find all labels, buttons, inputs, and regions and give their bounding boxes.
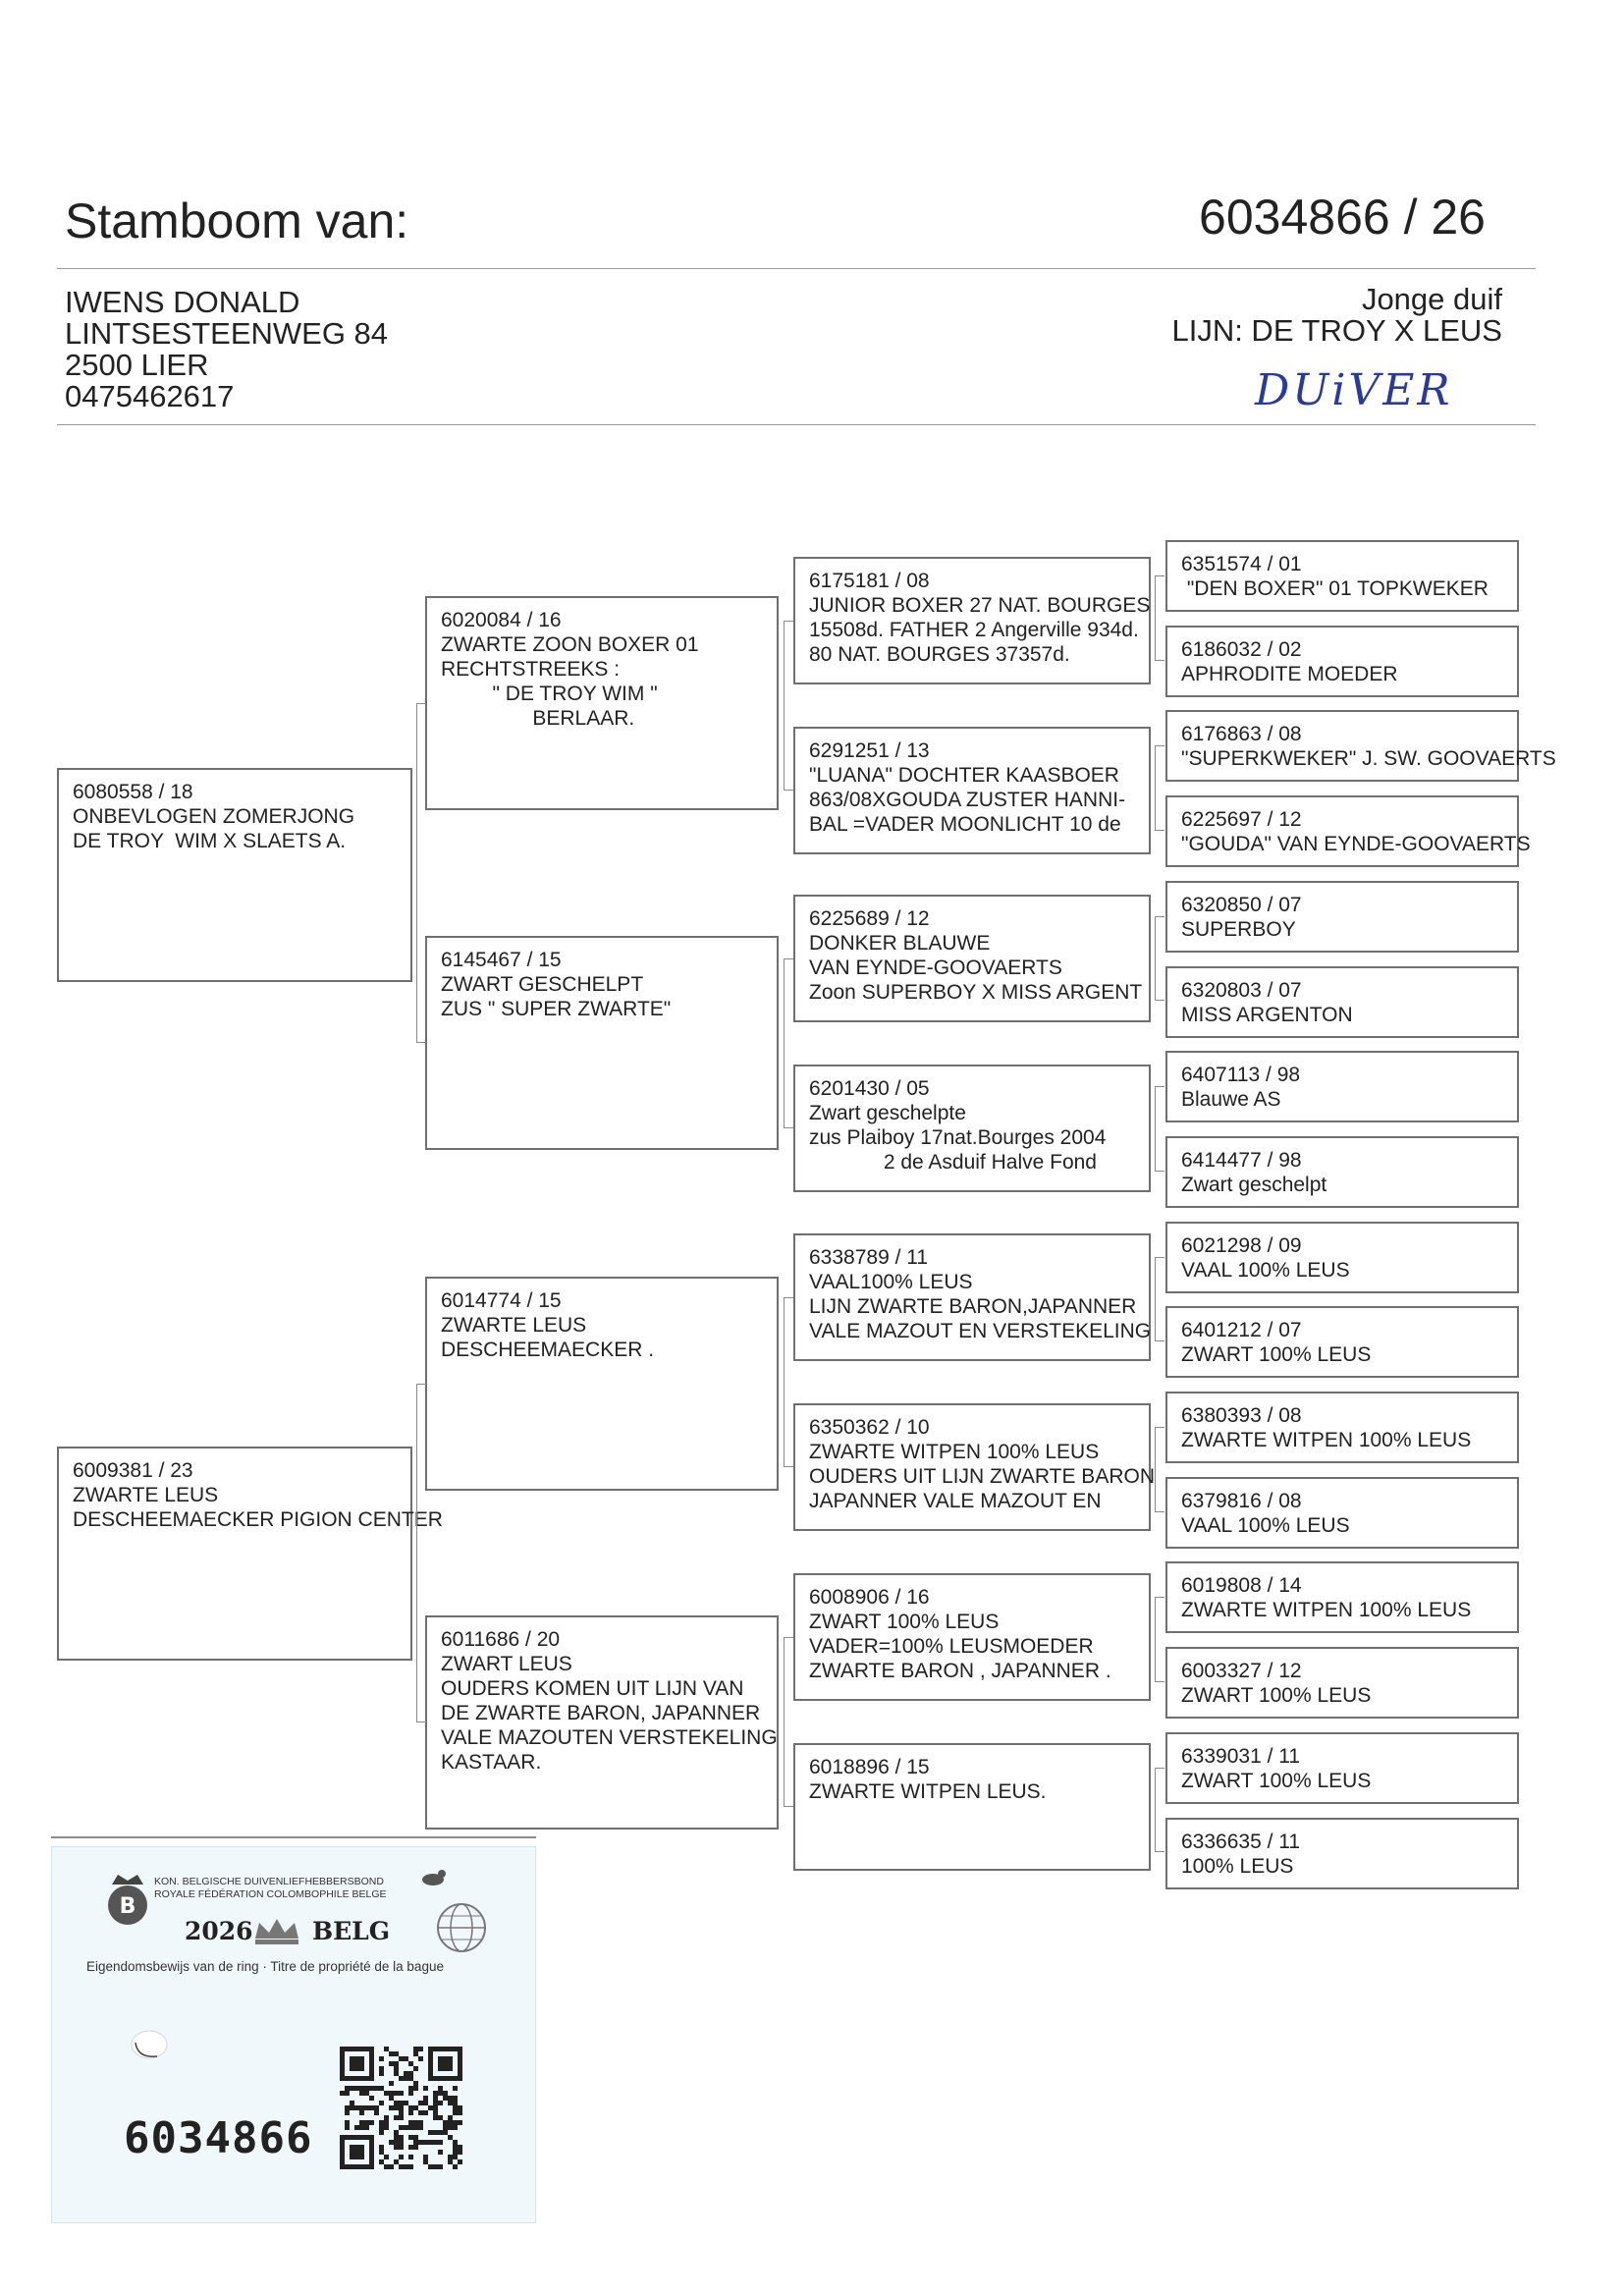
bracket-connector xyxy=(1155,1086,1164,1172)
gen4-box xyxy=(1165,1818,1519,1889)
pedigree-line: 15508d. FATHER 2 Angerville 934d. xyxy=(809,619,1139,641)
pedigree-line: 6339031 / 11 xyxy=(1181,1744,1301,1768)
pedigree-line: ZWART 100% LEUS xyxy=(1181,1684,1372,1708)
pedigree-line: VADER=100% LEUSMOEDER xyxy=(809,1635,1094,1658)
pedigree-line: 6320850 / 07 xyxy=(1181,893,1302,916)
pedigree-line: 6008906 / 16 xyxy=(809,1586,930,1609)
pedigree-line: ZWARTE BARON , JAPANNER . xyxy=(809,1660,1111,1682)
pedigree-line: Blauwe AS xyxy=(1181,1088,1281,1112)
gen4-box xyxy=(1165,881,1519,953)
pedigree-line: DE ZWARTE BARON, JAPANNER xyxy=(441,1702,761,1724)
pedigree-line: OUDERS KOMEN UIT LIJN VAN xyxy=(441,1677,744,1700)
pedigree-line: VALE MAZOUT EN VERSTEKELING xyxy=(809,1320,1152,1342)
bracket-connector xyxy=(784,1637,793,1807)
ring-country: BELG xyxy=(312,1917,391,1945)
pedigree-line: 6225697 / 12 xyxy=(1181,808,1302,832)
gen4-box xyxy=(1165,1647,1519,1719)
pedigree-line: 6176863 / 08 xyxy=(1181,723,1302,746)
gen4-box xyxy=(1165,1477,1519,1549)
pedigree-line: VAAL 100% LEUS xyxy=(1181,1513,1350,1537)
gen4-box xyxy=(1165,1561,1519,1633)
gen4-box xyxy=(1165,1392,1519,1463)
gen4-box xyxy=(1165,966,1519,1038)
sire-sire-box xyxy=(425,596,779,810)
owner-phone: 0475462617 xyxy=(65,379,235,413)
qr-code-icon xyxy=(338,2045,463,2174)
bracket-connector xyxy=(416,703,426,1043)
owner-street: LINTSESTEENWEG 84 xyxy=(65,316,389,351)
bracket-connector xyxy=(784,958,793,1128)
gen3-box xyxy=(793,895,1151,1022)
pedigree-line: 6225689 / 12 xyxy=(809,907,930,930)
pedigree-line: 6186032 / 02 xyxy=(1181,637,1302,661)
pedigree-line: 6351574 / 01 xyxy=(1181,553,1302,575)
pedigree-line: 6018896 / 15 xyxy=(809,1756,930,1778)
gen4-box xyxy=(1165,710,1556,782)
pedigree-line: 6336635 / 11 xyxy=(1181,1830,1301,1853)
dam-box xyxy=(57,1447,443,1661)
gen3-box xyxy=(793,1573,1151,1701)
dam-sire-box xyxy=(425,1277,779,1491)
bracket-connector xyxy=(784,1297,793,1467)
property-text: Eigendomsbewijs van de ring · Titre de propriété de la bague xyxy=(86,1959,444,1974)
pedigree-line: "SUPERKWEKER" J. SW. GOOVAERTS xyxy=(1181,747,1556,771)
pedigree-line: OUDERS UIT LIJN ZWARTE BARON xyxy=(809,1465,1155,1488)
page-title: Stamboom van: xyxy=(65,193,409,248)
pedigree-line: RECHTSTREEKS : xyxy=(441,658,621,681)
bracket-connector xyxy=(1155,1597,1164,1682)
bird-line: LIJN: DE TROY X LEUS xyxy=(1171,313,1502,348)
pedigree-line: 6414477 / 98 xyxy=(1181,1148,1302,1172)
pedigree-line: "LUANA" DOCHTER KAASBOER xyxy=(809,764,1119,787)
crown-emblem-icon xyxy=(249,1913,304,1948)
gen3-box xyxy=(793,1065,1151,1192)
handwritten-note: DUiVER xyxy=(1255,365,1453,415)
pedigree-line: ZWART GESCHELPT xyxy=(441,973,644,996)
pedigree-line: 6291251 / 13 xyxy=(809,739,930,762)
bird-type: Jonge duif xyxy=(1361,282,1502,316)
pedigree-line: VAAL100% LEUS xyxy=(809,1271,973,1293)
pedigree-line: "DEN BOXER" 01 TOPKWEKER xyxy=(1181,577,1489,600)
ring-number-header: 6034866 / 26 xyxy=(1199,190,1486,245)
owner-block xyxy=(65,287,388,412)
pedigree-line: ZUS " SUPER ZWARTE" xyxy=(441,998,672,1020)
bracket-connector xyxy=(784,621,793,791)
pedigree-line: 6407113 / 98 xyxy=(1181,1064,1301,1087)
pedigree-line: KASTAAR. xyxy=(441,1751,542,1774)
pedigree-line: ZWARTE WITPEN 100% LEUS xyxy=(1181,1599,1472,1622)
federation-name xyxy=(154,1876,387,1901)
bracket-connector xyxy=(1155,1427,1164,1512)
pedigree-line: 863/08XGOUDA ZUSTER HANNI- xyxy=(809,789,1126,811)
gen3-box xyxy=(793,1403,1155,1531)
pedigree-line: DE TROY WIM X SLAETS A. xyxy=(73,830,347,852)
bracket-connector xyxy=(1155,1768,1164,1853)
pedigree-line: LIJN ZWARTE BARON,JAPANNER xyxy=(809,1295,1137,1318)
pedigree-line: ZWART 100% LEUS xyxy=(1181,1343,1372,1367)
pedigree-line: ZWARTE WITPEN LEUS. xyxy=(809,1780,1047,1803)
pedigree-line: 6003327 / 12 xyxy=(1181,1660,1302,1683)
pedigree-line: ZWARTE LEUS xyxy=(441,1314,587,1337)
card-divider xyxy=(51,1836,536,1838)
owner-city: 2500 LIER xyxy=(65,348,209,382)
gen4-box xyxy=(1165,1732,1519,1804)
header-divider xyxy=(57,268,1536,269)
pedigree-line: DESCHEEMAECKER PIGION CENTER xyxy=(73,1508,443,1531)
ring-card-number: 6034866 xyxy=(124,2113,313,2163)
pedigree-line: 100% LEUS xyxy=(1181,1854,1294,1878)
gen3-box xyxy=(793,1743,1151,1871)
pedigree-line: 6175181 / 08 xyxy=(809,570,930,592)
bracket-connector xyxy=(1155,916,1164,1002)
bracket-connector xyxy=(1155,745,1164,831)
gen4-box xyxy=(1165,1306,1519,1378)
pedigree-line: ZWARTE WITPEN 100% LEUS xyxy=(1181,1429,1472,1451)
federation-logo-icon xyxy=(98,1871,157,1932)
pedigree-line: 6080558 / 18 xyxy=(73,781,193,803)
gen4-box xyxy=(1165,1222,1519,1293)
pedigree-line: Zwart geschelpt xyxy=(1181,1173,1327,1196)
bracket-connector xyxy=(1155,1257,1164,1342)
gen4-box xyxy=(1165,626,1519,697)
bird-info xyxy=(1171,284,1502,347)
pedigree-line: BAL =VADER MOONLICHT 10 de xyxy=(809,813,1121,836)
pedigree-line: 6401212 / 07 xyxy=(1181,1319,1302,1342)
owner-divider xyxy=(57,424,1536,425)
pedigree-line: DONKER BLAUWE xyxy=(809,932,991,955)
ring-year: 2026 xyxy=(185,1917,253,1945)
pedigree-line: 6019808 / 14 xyxy=(1181,1574,1302,1598)
pedigree-line: VAN EYNDE-GOOVAERTS xyxy=(809,956,1062,979)
pedigree-line: ZWARTE ZOON BOXER 01 xyxy=(441,633,699,656)
bracket-connector xyxy=(416,1384,426,1722)
pedigree-line: 6201430 / 05 xyxy=(809,1077,930,1100)
owner-name: IWENS DONALD xyxy=(65,285,300,319)
logo-letter: B xyxy=(119,1894,136,1919)
pedigree-line: ZWART 100% LEUS xyxy=(809,1611,1000,1633)
pedigree-line: 6011686 / 20 xyxy=(441,1628,561,1651)
pedigree-line: MISS ARGENTON xyxy=(1181,1003,1353,1026)
pedigree-line: Zoon SUPERBOY X MISS ARGENT xyxy=(809,981,1143,1004)
pedigree-line: 6338789 / 11 xyxy=(809,1246,929,1269)
gen4-box xyxy=(1165,540,1519,612)
pedigree-line: 80 NAT. BOURGES 37357d. xyxy=(809,643,1070,666)
dam-dam-box xyxy=(425,1615,779,1830)
pedigree-line: 6014774 / 15 xyxy=(441,1289,562,1312)
pedigree-line: ZWARTE WITPEN 100% LEUS xyxy=(809,1441,1100,1463)
globe-emblem-icon xyxy=(422,1900,501,1955)
pigeon-icon xyxy=(417,1868,449,1887)
gen3-box xyxy=(793,557,1151,684)
gen4-box xyxy=(1165,795,1531,867)
pedigree-line: ZWARTE LEUS xyxy=(73,1484,219,1506)
pedigree-line: DESCHEEMAECKER . xyxy=(441,1339,655,1361)
pedigree-line: JUNIOR BOXER 27 NAT. BOURGES xyxy=(809,594,1151,617)
pedigree-line: VAAL 100% LEUS xyxy=(1181,1258,1350,1282)
bracket-connector xyxy=(1155,575,1164,661)
pedigree-line: Zwart geschelpte xyxy=(809,1102,966,1124)
gen4-box xyxy=(1165,1136,1519,1208)
federation-name-fr: ROYALE FÉDÉRATION COLOMBOPHILE BELGE xyxy=(154,1888,387,1900)
pedigree-line: JAPANNER VALE MAZOUT EN xyxy=(809,1490,1102,1512)
pedigree-line: 6379816 / 08 xyxy=(1181,1489,1302,1512)
gen3-box xyxy=(793,727,1151,854)
pedigree-line: APHRODITE MOEDER xyxy=(1181,662,1398,685)
pedigree-line: 6320803 / 07 xyxy=(1181,978,1302,1002)
gen4-box xyxy=(1165,1051,1519,1122)
sire-box xyxy=(57,768,412,982)
pedigree-line: 6380393 / 08 xyxy=(1181,1404,1302,1427)
pedigree-line: BERLAAR. xyxy=(441,707,635,730)
pedigree-line: ZWART 100% LEUS xyxy=(1181,1769,1372,1792)
pedigree-line: 6145467 / 15 xyxy=(441,949,562,971)
sire-dam-box xyxy=(425,936,779,1150)
pedigree-line: 2 de Asduif Halve Fond xyxy=(809,1151,1097,1174)
pedigree-line: " DE TROY WIM " xyxy=(441,683,658,705)
pedigree-line: ZWART LEUS xyxy=(441,1653,572,1675)
pedigree-line: 6021298 / 09 xyxy=(1181,1233,1302,1257)
pedigree-line: 6009381 / 23 xyxy=(73,1459,193,1482)
pedigree-line: 6350362 / 10 xyxy=(809,1416,930,1439)
gen3-box xyxy=(793,1233,1151,1361)
federation-name-nl: KON. BELGISCHE DUIVENLIEFHEBBERSBOND xyxy=(154,1876,384,1887)
pedigree-line: VALE MAZOUTEN VERSTEKELING xyxy=(441,1726,778,1749)
pedigree-line: SUPERBOY xyxy=(1181,917,1296,941)
ring-hole-icon xyxy=(128,2029,171,2062)
pedigree-line: 6020084 / 16 xyxy=(441,609,562,631)
pedigree-line: ONBEVLOGEN ZOMERJONG xyxy=(73,805,355,828)
pedigree-line: "GOUDA" VAN EYNDE-GOOVAERTS xyxy=(1181,833,1531,856)
pedigree-line: zus Plaiboy 17nat.Bourges 2004 xyxy=(809,1126,1107,1149)
